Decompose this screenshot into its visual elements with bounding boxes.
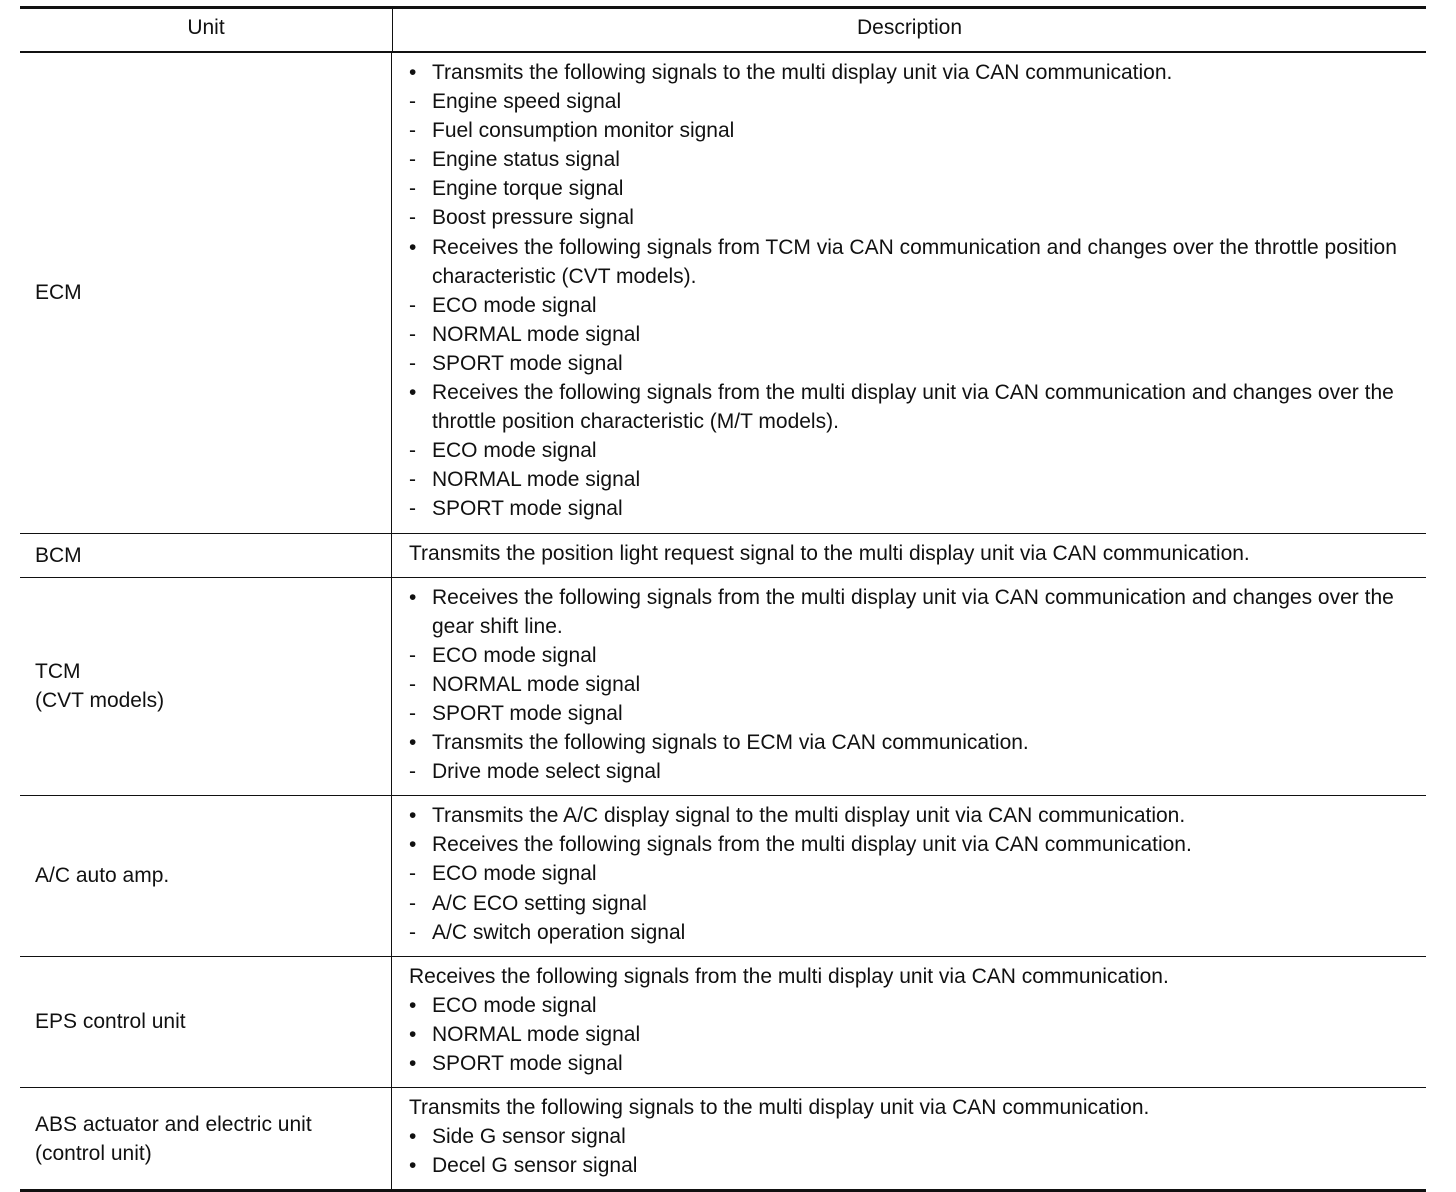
description-line xyxy=(409,1049,1418,1078)
dash-marker: - xyxy=(409,643,416,667)
description-line xyxy=(409,291,1418,320)
unit-name-line: ECM xyxy=(35,281,82,305)
description-text: A/C ECO setting signal xyxy=(432,891,647,915)
description-line xyxy=(409,757,1418,786)
description-text: SPORT mode signal xyxy=(432,701,623,725)
description-line xyxy=(409,830,1418,859)
unit-name-line: EPS control unit xyxy=(35,1010,186,1034)
description-text: Receives the following signals from TCM via CAN communication and changes over the throttle position characteristic (CVT models). xyxy=(432,235,1397,288)
description-text: NORMAL mode signal xyxy=(432,468,641,492)
bullet-marker: • xyxy=(409,1052,417,1075)
description-text: Receives the following signals from the multi display unit via CAN communication. xyxy=(432,833,1192,857)
table-row xyxy=(20,796,1426,956)
bullet-marker: • xyxy=(409,993,417,1017)
dash-marker: - xyxy=(409,920,416,944)
description-cell xyxy=(392,534,1426,577)
description-text: A/C switch operation signal xyxy=(432,920,686,944)
description-line xyxy=(409,641,1418,670)
bullet-marker: • xyxy=(409,1125,417,1149)
description-line xyxy=(409,991,1418,1020)
description-text: Engine speed signal xyxy=(432,90,622,114)
dash-marker: - xyxy=(409,351,416,375)
description-text: Transmits the following signals to the multi display unit via CAN communication. xyxy=(432,61,1173,84)
unit-name-line: (control unit) xyxy=(35,1141,152,1165)
bullet-marker: • xyxy=(409,1022,417,1046)
unit-name-line: (CVT models) xyxy=(35,689,165,713)
description-text: NORMAL mode signal xyxy=(432,672,641,696)
dash-marker: - xyxy=(409,701,416,725)
unit-cell xyxy=(20,53,392,533)
dash-marker: - xyxy=(409,468,416,492)
description-line xyxy=(409,494,1418,523)
description-text: Transmits the following signals to the multi display unit via CAN communication. xyxy=(409,1096,1150,1120)
table-row xyxy=(20,1088,1426,1189)
description-line xyxy=(409,378,1418,436)
table-row xyxy=(20,534,1426,578)
description-text: ECO mode signal xyxy=(432,862,597,886)
description-line xyxy=(409,58,1418,87)
description-text: Receives the following signals from the multi display unit via CAN communication and changes over the throttle position characteristic (M/T models). xyxy=(432,381,1394,434)
unit-cell xyxy=(20,578,392,796)
dash-marker: - xyxy=(409,322,416,346)
table-row xyxy=(20,957,1426,1088)
dash-marker: - xyxy=(409,891,416,915)
bullet-marker: • xyxy=(409,731,417,755)
description-text: ECO mode signal xyxy=(432,293,597,317)
description-line xyxy=(409,1020,1418,1049)
bullet-marker: • xyxy=(409,61,417,84)
description-line xyxy=(409,962,1418,991)
table-row xyxy=(20,578,1426,797)
description-line xyxy=(409,699,1418,728)
unit-name-line: BCM xyxy=(35,543,82,567)
description-line xyxy=(409,539,1418,568)
unit-name-line: ABS actuator and electric unit xyxy=(35,1112,312,1136)
description-text: Side G sensor signal xyxy=(432,1125,626,1149)
description-text: SPORT mode signal xyxy=(432,1052,623,1075)
description-line xyxy=(409,801,1418,830)
description-line xyxy=(409,145,1418,174)
description-line xyxy=(409,583,1418,641)
dash-marker: - xyxy=(409,148,416,172)
description-cell xyxy=(392,957,1426,1087)
description-text: Transmits the A/C display signal to the multi display unit via CAN communication. xyxy=(432,804,1186,828)
description-line xyxy=(409,1122,1418,1151)
dash-marker: - xyxy=(409,90,416,114)
unit-cell xyxy=(20,957,392,1087)
unit-name-line: A/C auto amp. xyxy=(35,864,170,888)
description-line xyxy=(409,465,1418,494)
table-row xyxy=(20,53,1426,534)
unit-name-line: TCM xyxy=(35,660,81,684)
dash-marker: - xyxy=(409,672,416,696)
table-header xyxy=(20,9,1426,53)
bullet-marker: • xyxy=(409,585,417,609)
description-text: Engine status signal xyxy=(432,148,620,172)
dash-marker: - xyxy=(409,293,416,317)
description-line xyxy=(409,889,1418,918)
description-line xyxy=(409,1093,1418,1122)
unit-cell xyxy=(20,1088,392,1189)
description-text: Transmits the following signals to ECM via CAN communication. xyxy=(432,731,1029,755)
description-cell xyxy=(392,53,1426,533)
bullet-marker: • xyxy=(409,833,417,857)
description-cell xyxy=(392,796,1426,955)
description-line xyxy=(409,87,1418,116)
description-text: Drive mode select signal xyxy=(432,760,661,784)
description-line xyxy=(409,349,1418,378)
description-line xyxy=(409,1151,1418,1180)
description-text: ECO mode signal xyxy=(432,643,597,667)
description-text: ECO mode signal xyxy=(432,993,597,1017)
description-column-header: Description xyxy=(856,16,963,39)
dash-marker: - xyxy=(409,206,416,230)
description-text: ECO mode signal xyxy=(432,439,597,463)
bullet-marker: • xyxy=(409,235,417,259)
description-text: Fuel consumption monitor signal xyxy=(432,119,735,143)
description-text: Receives the following signals from the multi display unit via CAN communication. xyxy=(409,964,1169,988)
description-line xyxy=(409,174,1418,203)
description-text: NORMAL mode signal xyxy=(432,1022,641,1046)
description-text: Engine torque signal xyxy=(432,177,624,201)
unit-column-header: Unit xyxy=(20,9,393,51)
unit-cell xyxy=(20,534,392,577)
dash-marker: - xyxy=(409,497,416,521)
dash-marker: - xyxy=(409,439,416,463)
description-line xyxy=(409,233,1418,291)
description-line xyxy=(409,320,1418,349)
dash-marker: - xyxy=(409,760,416,784)
description-text: Decel G sensor signal xyxy=(432,1154,638,1178)
dash-marker: - xyxy=(409,177,416,201)
description-line xyxy=(409,116,1418,145)
description-text: Receives the following signals from the multi display unit via CAN communication and changes over the gear shift line. xyxy=(432,585,1394,638)
bullet-marker: • xyxy=(409,381,417,405)
description-text: SPORT mode signal xyxy=(432,497,623,521)
description-text: Transmits the position light request signal to the multi display unit via CAN communication. xyxy=(409,541,1250,565)
description-line xyxy=(409,918,1418,947)
description-line xyxy=(409,859,1418,888)
bullet-marker: • xyxy=(409,804,417,828)
description-line xyxy=(409,203,1418,232)
dash-marker: - xyxy=(409,119,416,143)
description-text: Boost pressure signal xyxy=(432,206,634,230)
description-cell xyxy=(392,578,1426,796)
unit-description-table xyxy=(20,6,1426,1192)
description-line xyxy=(409,670,1418,699)
description-cell xyxy=(392,1088,1426,1189)
description-text: SPORT mode signal xyxy=(432,351,623,375)
unit-cell xyxy=(20,796,392,955)
description-line xyxy=(409,436,1418,465)
table-body xyxy=(20,53,1426,1189)
dash-marker: - xyxy=(409,862,416,886)
bullet-marker: • xyxy=(409,1154,417,1178)
description-text: NORMAL mode signal xyxy=(432,322,641,346)
description-line xyxy=(409,728,1418,757)
